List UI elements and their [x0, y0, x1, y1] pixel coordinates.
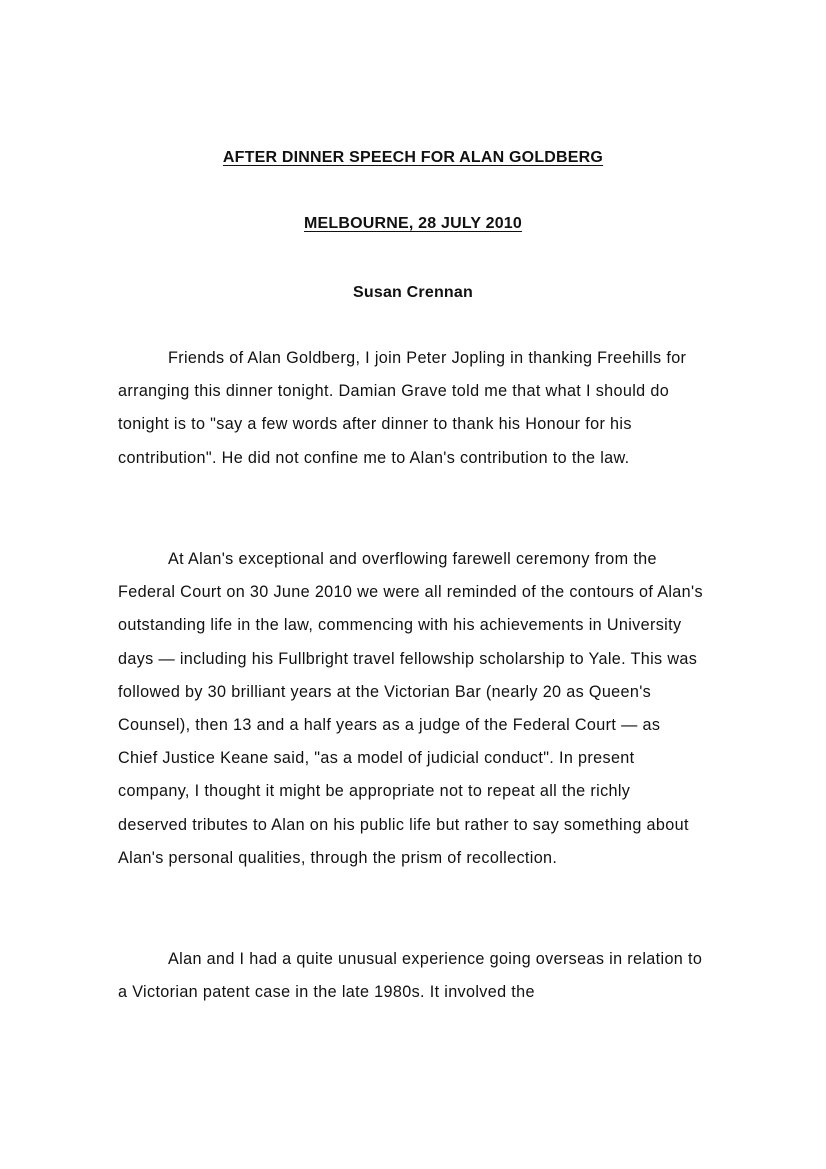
body-paragraph-2: At Alan's exceptional and overflowing farewell ceremony from the Federal Court on 30 June 2010 we were all reminded of the contours of Alan's outstanding life in the law, commencing with his achievements in University days — including his Fullbright travel fellowship scholarship to Yale. This was followed by 30 brilliant years at the Victorian Bar (nearly 20 as Queen's Counsel), then 13 and a half years as a judge of the Federal Court — as Chief Justice Keane said, "as a model of judicial conduct". In present company, I thought it might be appropriate not to repeat all the richly deserved tributes to Alan on his public life but rather to say something about Alan's personal qualities, through the prism of recollection.	[118, 550, 703, 867]
speech-dateline-text: MELBOURNE, 28 JULY 2010	[303, 215, 523, 232]
speech-dateline	[0, 215, 826, 233]
speech-title-text: AFTER DINNER SPEECH FOR ALAN GOLDBERG	[222, 149, 604, 166]
speech-author-text: Susan Crennan	[353, 284, 473, 301]
body-paragraph-3: Alan and I had a quite unusual experience going overseas in relation to a Victorian patent case in the late 1980s. It involved the	[118, 950, 703, 1002]
body-paragraph-1: Friends of Alan Goldberg, I join Peter Jopling in thanking Freehills for arranging this dinner tonight. Damian Grave told me that what I should do tonight is to "say a few words after dinner to thank his Honour for his contribution". He did not confine me to Alan's contribution to the law.	[118, 349, 687, 467]
speech-author	[0, 284, 826, 302]
speech-title	[0, 149, 826, 167]
